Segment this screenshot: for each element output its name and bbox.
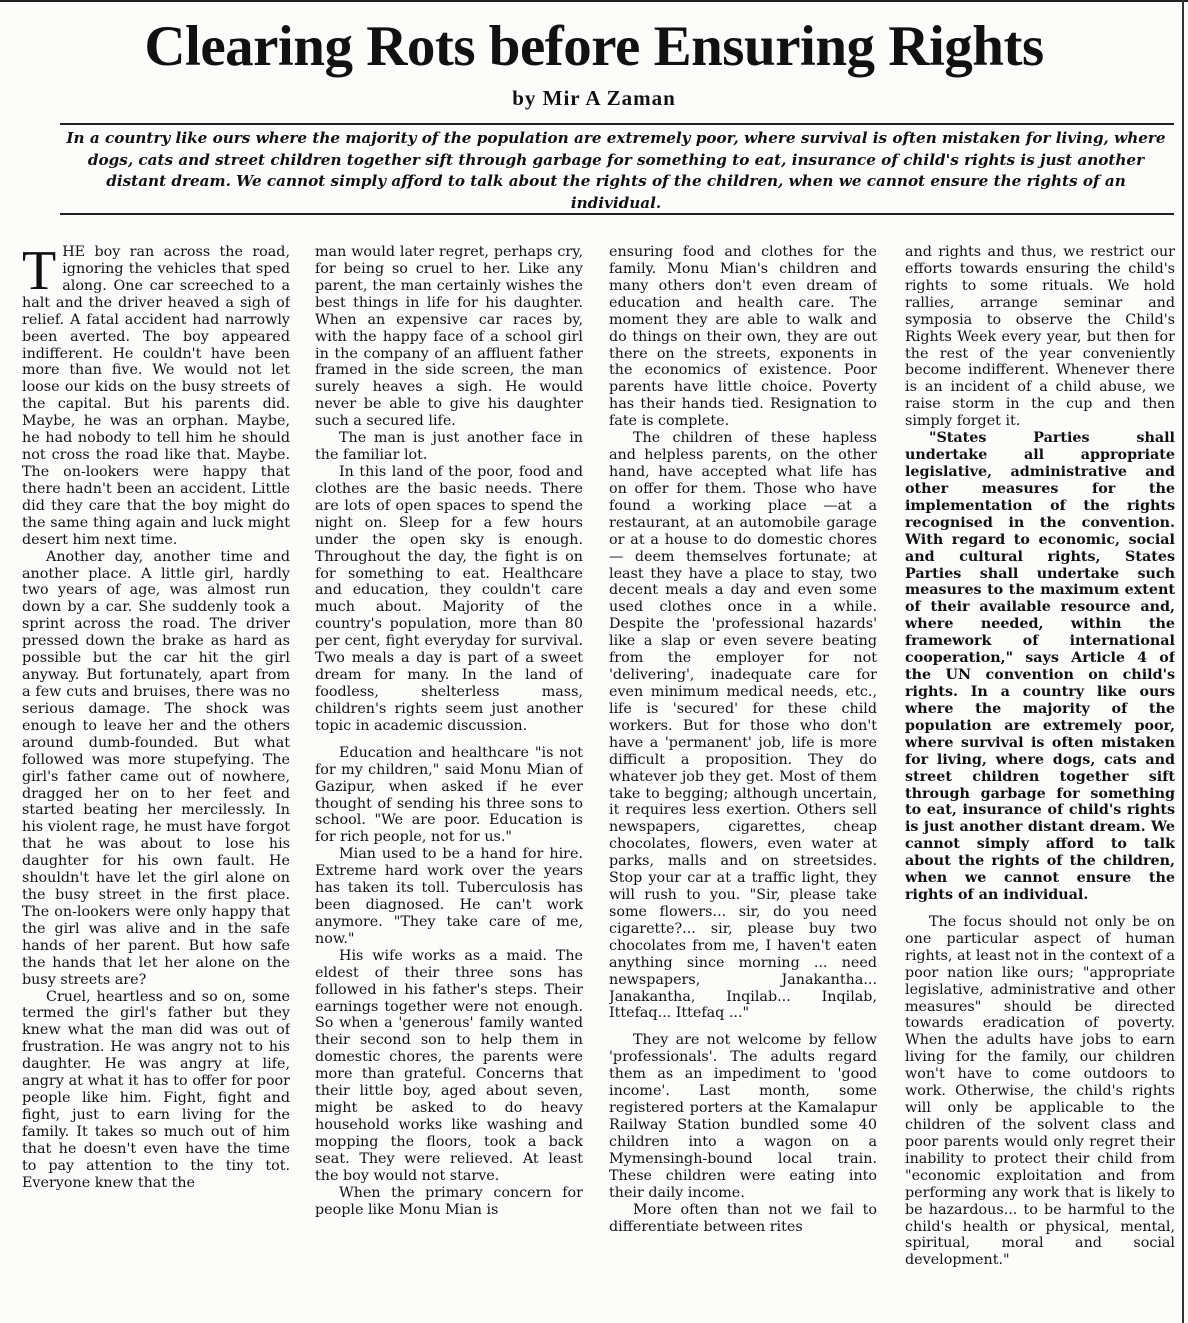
byline: by Mir A Zaman: [512, 86, 676, 110]
paragraph: ensuring food and clothes for the family. Monu Mian's children and many others don't even dream of education and health care. The moment they are able to walk and do things on their own, they are out there on the streets, exponents in the economics of existence. Poor parents have little choice. Poverty has their hands tied. Resignation to fate is complete.: [609, 244, 877, 430]
paragraph: Cruel, heartless and so on, some termed the girl's father but they knew what the man did was out of frustration. He was angry not to his daughter. He was angry at life, angry at what it has to offer for poor people like him. Fight, fight and fight, just to earn living for the family. It takes so much out of him that he doesn't even have the time to pay attention to the tiny tot. Everyone knew that the: [22, 988, 290, 1191]
paragraph: The focus should not only be on one particular aspect of human rights, at least not in the context of a poor nation like ours; "appropriate legislative, administrative and other measures" should be directed towards eradication of poverty. When the adults have jobs to earn living for the family, our children won't have to come outdoors to work. Otherwise, the child's rights will only be applicable to the children of the solvent class and poor parents would only regret their inability to protect their child from "economic exploitation and from performing any work that is likely to be hazardous... to be harmful to the child's health or physical, mental, spiritual, moral and social development.": [905, 913, 1175, 1269]
paragraph: When the primary concern for people like Monu Mian is: [315, 1184, 583, 1218]
paragraph: man would later regret, perhaps cry, for being so cruel to her. Like any parent, the man certainly wishes the best things in life for his daughter. When an expensive car races by, with the happy face of a school girl in the company of an affluent father framed in the side screen, the man surely heaves a sigh. He would never be able to give his daughter such a secured life.: [315, 244, 583, 430]
paragraph: The children of these hapless and helpless parents, on the other hand, have accepted what life has on offer for them. Those who have found a working place —at a restaurant, at an automobile garage or at a house to do domestic chores — deem themselves fortunate; at least they have a place to stay, two decent meals a day and even some used clothes once in a while. Despite the 'professional hazards' like a slap or even severe beating from the employer for not 'delivering', inadequate care for even minimum medical needs, etc., life is 'secured' for these child workers. But for those who don't have a 'permanent' job, life is more difficult a proposition. They do whatever job they get. Most of them take to begging; although uncertain, it requires less exertion. Others sell newspapers, cigarettes, cheap chocolates, flowers, even water at parks, malls and on streetsides. Stop your car at a traffic light, they will rush to you. "Sir, please take some flowers... sir, do you need cigarette?... sir, please buy two chocolates from me, I haven't eaten anything since morning ... need newspapers, Janakantha... Janakantha, Inqilab... Inqilab, Ittefaq... Ittefaq ...": [609, 430, 877, 1022]
drop-cap: T: [22, 244, 57, 302]
paragraph: Another day, another time and another place. A little girl, hardly two years of age, was almost run down by a car. She suddenly took a sprint across the road. The driver pressed down the brake as hard as possible but the car hit the girl anyway. But fortunately, apart from a few cuts and bruises, there was no serious damage. The shock was enough to leave her and the others around dumb-founded. But what followed was more stupefying. The girl's father came out of nowhere, dragged her on to her feet and started beating her mercilessly. In his violent rage, he must have forgot that he was about to lose his daughter for his own fault. He shouldn't have let the girl alone on the busy street in the first place. The on-lookers were only happy that the girl was alive and in the safe hands of her parent. But how safe the hands that let her alone on the busy streets are?: [22, 548, 290, 988]
column-4: [905, 244, 1175, 1320]
deck-summary: In a country like ours where the majority of the population are extremely poor, where survival is often mistaken for living, where dogs, cats and street children together sift through garbage for something to eat, insurance of child's rights is just another distant dream. We cannot simply afford to talk about the rights of the children, when we cannot ensure the rights of an individual.: [66, 129, 1166, 212]
deck-bottom-rule: [60, 213, 1174, 215]
column-2: [315, 244, 583, 1320]
paragraph: More often than not we fail to differentiate between rites: [609, 1201, 877, 1235]
column-3: [609, 244, 877, 1320]
headline: Clearing Rots before Ensuring Rights: [144, 15, 1044, 78]
paragraph: The man is just another face in the familiar lot.: [315, 430, 583, 464]
top-border: [0, 0, 1188, 2]
column-1: [22, 244, 290, 1320]
paragraph: [22, 244, 290, 549]
paragraph: "States Parties shall undertake all appropriate legislative, administrative and other measures for the implementation of the rights recognised in the convention. With regard to economic, social and cultural rights, States Parties shall undertake such measures to the maximum extent of their available resource and, where needed, within the framework of international cooperation," says Article 4 of the UN convention on child's rights. In a country like ours where the majority of the population are extremely poor, where survival is often mistaken for living, where dogs, cats and street children together sift through garbage for something to eat, insurance of child's rights is just another distant dream. We cannot simply afford to talk about the rights of the children, when we cannot ensure the rights of an individual.: [905, 430, 1175, 904]
right-border: [1182, 0, 1184, 1323]
paragraph-text: HE boy ran across the road, ignoring the vehicles that sped along. One car screeched to a halt and the driver heaved a sigh of relief. A fatal accident had narrowly been averted. The boy appeared indifferent. He couldn't have been more than five. We would not let loose our kids on the busy streets of the capital. But his parents did. Maybe, he was an orphan. Maybe, he had nobody to tell him he should not cross the road like that. Maybe. The on-lookers were happy that there hadn't been an accident. Little did they care that the boy might do the same thing again and luck might desert him next time.: [22, 244, 290, 548]
paragraph: Mian used to be a hand for hire. Extreme hard work over the years has taken its toll. Tuberculosis has been diagnosed. He can't work anymore. "They take care of me, now.": [315, 846, 583, 947]
paragraph: and rights and thus, we restrict our efforts towards ensuring the child's rights to some rituals. We hold rallies, arrange seminar and symposia to observe the Child's Rights Week every year, but then for the rest of the year conveniently become indifferent. Whenever there is an incident of a child abuse, we raise storm in the cup and then simply forget it.: [905, 244, 1175, 430]
paragraph: Education and healthcare "is not for my children," said Monu Mian of Gazipur, when asked if he ever thought of sending his three sons to school. "We are poor. Education is for rich people, not for us.": [315, 744, 583, 846]
paragraph: In this land of the poor, food and clothes are the basic needs. There are lots of open spaces to spend the night on. Sleep for a few hours under the open sky is enough. Throughout the day, the fight is on for something to eat. Healthcare and education, they couldn't care much about. Majority of the country's population, more than 80 per cent, fight everyday for survival. Two meals a day is part of a sweet dream for many. In the land of foodless, shelterless mass, children's rights seem just another topic in academic discussion.: [315, 463, 583, 734]
paragraph: They are not welcome by fellow 'professionals'. The adults regard them as an impediment to 'good income'. Last month, some registered porters at the Kamalapur Railway Station bundled some 40 children into a wagon on a Mymensingh-bound local train. These children were eating into their daily income.: [609, 1032, 877, 1201]
deck-top-rule: [60, 123, 1174, 125]
quoted-convention-passage: [905, 430, 1175, 904]
paragraph: His wife works as a maid. The eldest of their three sons has followed in his father's steps. Their earnings together were not enough. So when a 'generous' family wanted their second son to help them in domestic chores, the parents were more than grateful. Concerns that their little boy, aged about seven, might be asked to do heavy household works like washing and mopping the floors, took a back seat. They were relieved. At least the boy would not starve.: [315, 947, 583, 1184]
